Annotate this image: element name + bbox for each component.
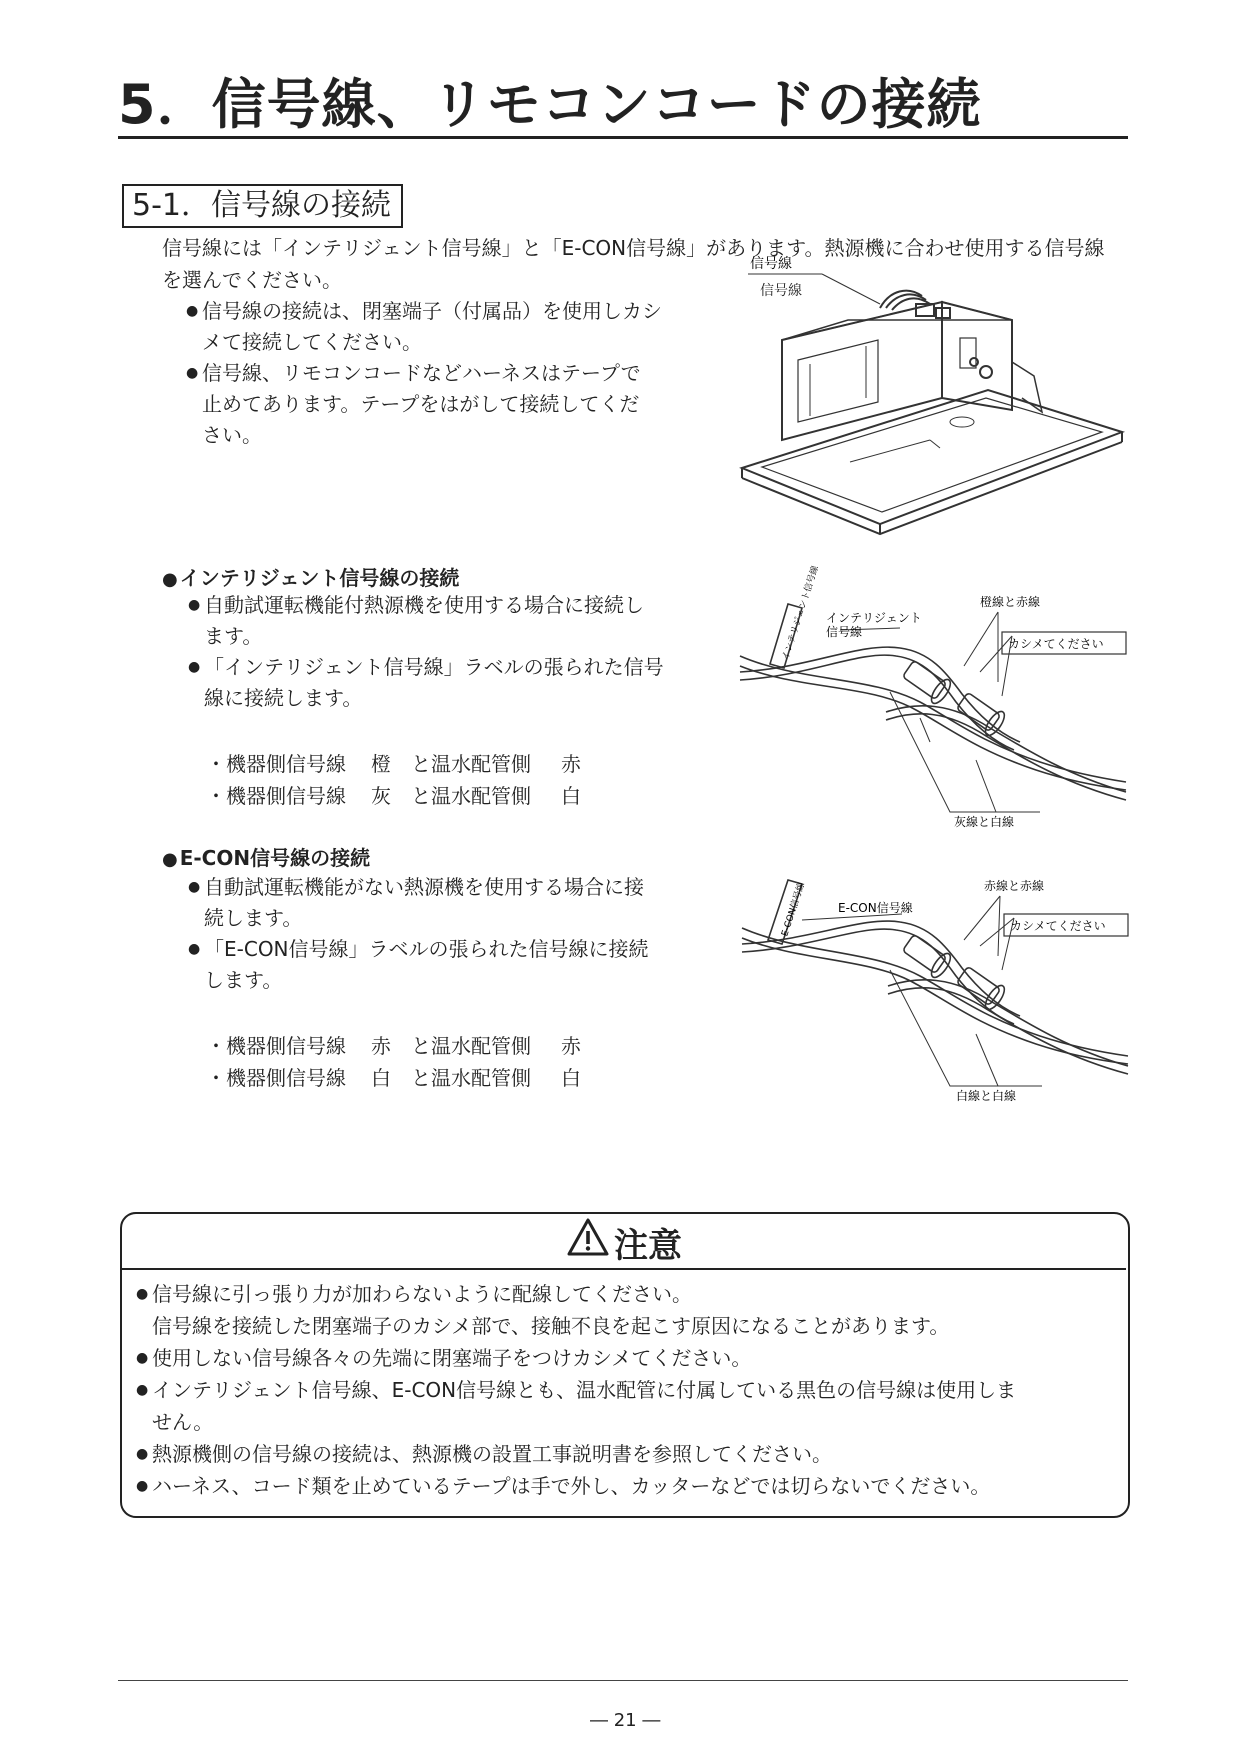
intro-line-1: 信号線には「インテリジェント信号線」と「E-CON信号線」があります。熱源機に合わせ使用する信号線	[162, 236, 1105, 260]
caution-item: ● ハーネス、コード類を止めているテープは手で外し、カッターなどでは切らないでください。	[136, 1474, 991, 1498]
bullet-dot: ●	[186, 303, 199, 319]
econ-bullet-2: ● 「E-CON信号線」ラベルの張られた信号線に接続 します。	[204, 934, 694, 996]
section-heading: 5-1．信号線の接続	[122, 184, 403, 228]
intelligent-bullet-1: ● 自動試運転機能付熱源機を使用する場合に接続し ます。	[204, 590, 694, 652]
bullet-dot: ●	[188, 597, 201, 613]
intelligent-tag-text: インテリジェント信号線	[780, 564, 822, 662]
caution-item-cont: 信号線を接続した閉塞端子のカシメ部で、接触不良を起こす原因になることがあります。	[152, 1314, 950, 1338]
intro-line-2: を選んでください。	[162, 268, 342, 292]
intelligent-top-label: 橙線と赤線	[980, 595, 1041, 609]
bullet-dot: ●	[188, 941, 201, 957]
intelligent-label-line2: 信号線	[826, 625, 863, 639]
caution-item: ● 使用しない信号線各々の先端に閉塞端子をつけカシメてください。	[136, 1346, 752, 1370]
page-title: 5．信号線、リモコンコードの接続	[118, 73, 982, 136]
caution-item: ● 信号線に引っ張り力が加わらないように配線してください。	[136, 1282, 692, 1306]
caution-item: ● 熱源機側の信号線の接続は、熱源機の設置工事説明書を参照してください。	[136, 1442, 832, 1466]
bullet-dot: ●	[188, 879, 201, 895]
bullet-dot: ●	[186, 365, 199, 381]
intelligent-heading: ● インテリジェント信号線の接続	[162, 566, 460, 590]
caution-item: ● インテリジェント信号線、E-CON信号線とも、温水配管に付属している黒色の信号線は使用しま	[136, 1378, 1017, 1402]
warning-icon	[566, 1216, 610, 1260]
unit-wire-label-text: 信号線	[760, 283, 802, 299]
page-number: ― 21 ―	[590, 1710, 661, 1731]
econ-bottom-label: 白線と白線	[956, 1089, 1017, 1103]
caution-item-cont: せん。	[152, 1410, 214, 1434]
intelligent-pair-2: ・機器側信号線 灰 と温水配管側 白	[206, 784, 581, 808]
caution-list	[136, 1278, 1102, 1502]
unit-illustration	[730, 256, 1130, 534]
bullet-harness-tape: ● 信号線、リモコンコードなどハーネスはテープで 止めてあります。テープをはがして接続してくだ さい。	[202, 358, 692, 451]
econ-pair-2: ・機器側信号線 白 と温水配管側 白	[206, 1066, 581, 1090]
intelligent-bottom-label: 灰線と白線	[954, 815, 1015, 829]
econ-pair-1: ・機器側信号線 赤 と温水配管側 赤	[206, 1034, 581, 1058]
bullet-crimp-terminal: ● 信号線の接続は、閉塞端子（付属品）を使用しカシ メて接続してください。	[202, 296, 692, 358]
intelligent-bullet-2: ● 「インテリジェント信号線」ラベルの張られた信号 線に接続します。	[204, 652, 694, 714]
footer-divider	[118, 1680, 1128, 1681]
econ-heading: ● E-CON信号線の接続	[162, 846, 371, 870]
intelligent-crimp-label: カシメてください	[1008, 637, 1104, 651]
title-divider	[118, 136, 1128, 139]
econ-wiring-figure	[742, 870, 1132, 1110]
bullet-dot: ●	[188, 659, 201, 675]
intelligent-wiring-figure	[740, 564, 1130, 832]
caution-title: 注意	[614, 1226, 682, 1266]
econ-top-label: 赤線と赤線	[984, 879, 1045, 893]
econ-label: E-CON信号線	[838, 901, 913, 915]
econ-tag-text: E-CON信号線	[780, 881, 808, 938]
intelligent-label-line1: インテリジェント	[826, 611, 922, 625]
econ-crimp-label: カシメてください	[1010, 919, 1106, 933]
intelligent-pair-1: ・機器側信号線 橙 と温水配管側 赤	[206, 752, 581, 776]
econ-bullet-1: ● 自動試運転機能がない熱源機を使用する場合に接 続します。	[204, 872, 694, 934]
unit-wire-label: 信号線	[750, 256, 792, 272]
